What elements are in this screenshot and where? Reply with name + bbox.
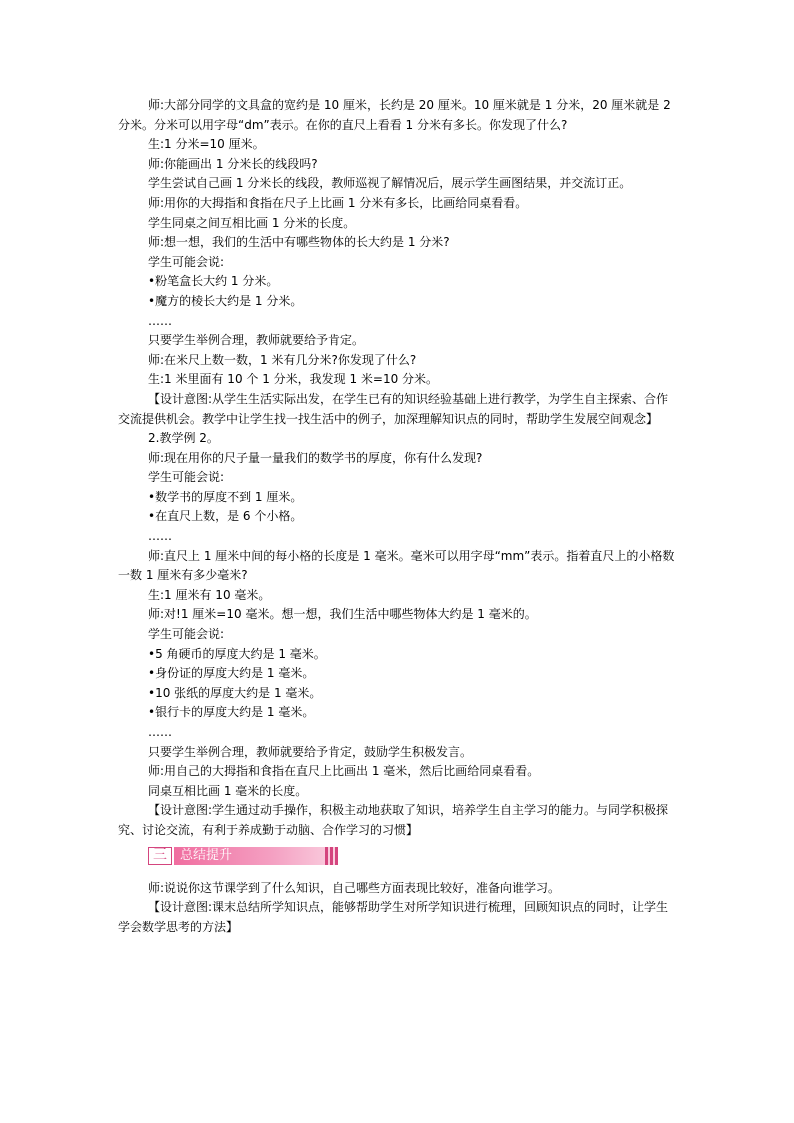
section-title-bar bbox=[174, 847, 338, 865]
paragraph: 师:在米尺上数一数，1 米有几分米?你发现了什么? bbox=[148, 352, 417, 367]
section-title: 总结提升 bbox=[180, 847, 233, 863]
paragraph: 生:1 米里面有 10 个 1 分米，我发现 1 米=10 分米。 bbox=[148, 372, 439, 387]
stripe-decoration bbox=[325, 847, 338, 865]
paragraph: 师:对!1 厘米=10 毫米。想一想，我们生活中哪些物体大约是 1 毫米的。 bbox=[148, 607, 537, 622]
paragraph: 【设计意图:学生通过动手操作，积极主动地获取了知识，培养学生自主学习的能力。与同学积极探究、讨论交流，有利于养成勤于动脑、合作学习的习惯】 bbox=[118, 803, 669, 837]
paragraph: 师:想一想，我们的生活中有哪些物体的长大约是 1 分米? bbox=[148, 235, 450, 250]
paragraph: 师:用自己的大拇指和食指在直尺上比画出 1 毫米，然后比画给同桌看看。 bbox=[148, 764, 540, 779]
paragraph: 2.教学例 2。 bbox=[148, 431, 219, 446]
summary-content bbox=[118, 879, 678, 938]
paragraph: •10 张纸的厚度大约是 1 毫米。 bbox=[148, 685, 322, 700]
paragraph: •粉笔盒长大约 1 分米。 bbox=[148, 274, 279, 289]
paragraph: •5 角硬币的厚度大约是 1 毫米。 bbox=[148, 646, 326, 661]
lesson-content bbox=[118, 96, 678, 841]
paragraph: 生:1 厘米有 10 毫米。 bbox=[148, 587, 271, 602]
paragraph: 学生尝试自己画 1 分米长的线段，教师巡视了解情况后，展示学生画图结果，并交流订正。 bbox=[148, 176, 632, 191]
paragraph: 学生可能会说: bbox=[148, 470, 225, 485]
paragraph: 师:大部分同学的文具盒的宽约是 10 厘米，长约是 20 厘米。10 厘米就是 1 分米，20 厘米就是 2 分米。分米可以用字母“dm”表示。在你的直尺上看看 1 分米有多长。你发现了什么? bbox=[118, 98, 671, 132]
document-body bbox=[118, 96, 678, 937]
paragraph: …… bbox=[148, 529, 172, 544]
paragraph: •身份证的厚度大约是 1 毫米。 bbox=[148, 666, 315, 681]
paragraph: 学生同桌之间互相比画 1 分米的长度。 bbox=[148, 215, 356, 230]
paragraph: …… bbox=[148, 313, 172, 328]
paragraph: •魔方的棱长大约是 1 分米。 bbox=[148, 293, 303, 308]
paragraph: 同桌互相比画 1 毫米的长度。 bbox=[148, 783, 308, 798]
paragraph: 只要学生举例合理，教师就要给予肯定，鼓励学生积极发言。 bbox=[148, 744, 473, 759]
paragraph: 师:用你的大拇指和食指在尺子上比画 1 分米有多长，比画给同桌看看。 bbox=[148, 195, 528, 210]
paragraph: 生:1 分米=10 厘米。 bbox=[148, 137, 265, 152]
paragraph: 只要学生举例合理，教师就要给予肯定。 bbox=[148, 333, 365, 348]
section-header bbox=[148, 845, 338, 867]
paragraph: 师:说说你这节课学到了什么知识，自己哪些方面表现比较好，准备向谁学习。 bbox=[148, 880, 561, 895]
paragraph: 师:直尺上 1 厘米中间的每小格的长度是 1 毫米。毫米可以用字母“mm”表示。指着直尺上的小格数一数 1 厘米有多少毫米? bbox=[118, 548, 675, 583]
section-number: 三 bbox=[148, 847, 172, 865]
paragraph: 学生可能会说: bbox=[148, 627, 225, 642]
paragraph: •数学书的厚度不到 1 厘米。 bbox=[148, 489, 303, 504]
paragraph: •银行卡的厚度大约是 1 毫米。 bbox=[148, 705, 315, 720]
paragraph: 师:你能画出 1 分米长的线段吗? bbox=[148, 156, 318, 171]
paragraph: 师:现在用你的尺子量一量我们的数学书的厚度，你有什么发现? bbox=[148, 450, 483, 465]
paragraph: 【设计意图:从学生生活实际出发，在学生已有的知识经验基础上进行教学，为学生自主探索、合作交流提供机会。教学中让学生找一找生活中的例子，加深理解知识点的同时，帮助学生发展空间观念】 bbox=[118, 391, 669, 426]
paragraph: •在直尺上数，是 6 个小格。 bbox=[148, 509, 303, 524]
paragraph: 学生可能会说: bbox=[148, 254, 225, 269]
paragraph: …… bbox=[148, 725, 172, 739]
paragraph: 【设计意图:课末总结所学知识点，能够帮助学生对所学知识进行梳理，回顾知识点的同时，让学生学会数学思考的方法】 bbox=[118, 900, 669, 934]
